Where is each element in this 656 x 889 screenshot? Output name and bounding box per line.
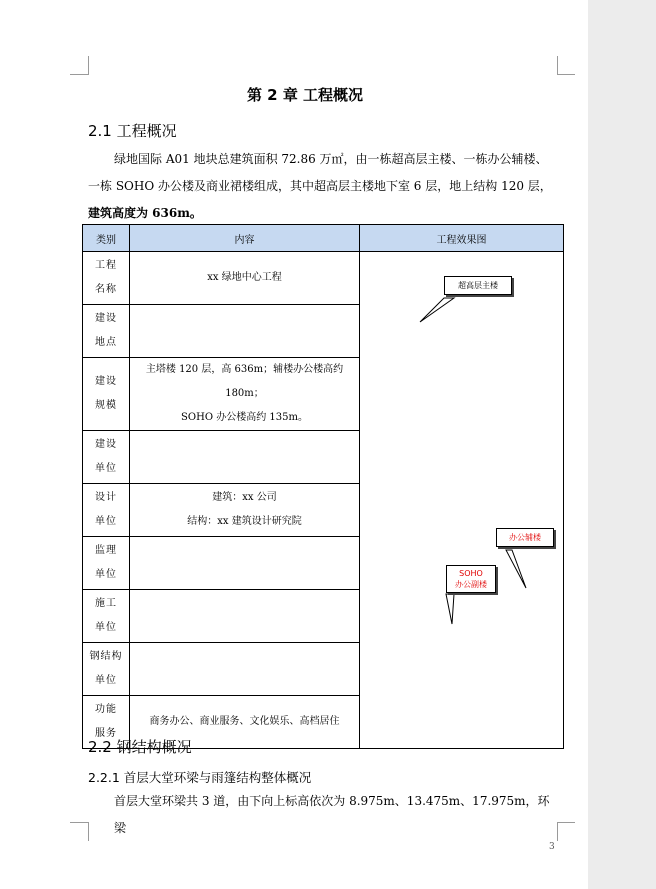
header-category: 类别 bbox=[83, 225, 130, 252]
row-content bbox=[130, 643, 360, 696]
row-content bbox=[130, 537, 360, 590]
project-info-table bbox=[82, 224, 564, 749]
row-content: 商务办公、商业服务、文化娱乐、高档居住 bbox=[130, 696, 360, 749]
intro-line-2: 一栋 SOHO 办公楼及商业裙楼组成，其中超高层主楼地下室 6 层，地上结构 120 层， bbox=[88, 179, 552, 193]
row-content bbox=[130, 590, 360, 643]
row-content: xx 绿地中心工程 bbox=[130, 252, 360, 305]
chapter-title: 第 2 章 工程概况 bbox=[246, 86, 364, 104]
intro-line-1: 绿地国际 A01 地块总建筑面积 72.86 万㎡，由一栋超高层主楼、一栋办公辅楼、 bbox=[114, 152, 548, 166]
header-rendering: 工程效果图 bbox=[360, 225, 564, 252]
row-category: 钢结构 单位 bbox=[83, 643, 130, 696]
intro-paragraph bbox=[88, 146, 556, 227]
callout-pointers bbox=[360, 252, 564, 726]
row-content: 建筑：xx 公司 结构：xx 建筑设计研究院 bbox=[130, 484, 360, 537]
section-title-steel-structure: 2.2 钢结构概况 bbox=[88, 738, 192, 756]
row-category: 施工 单位 bbox=[83, 590, 130, 643]
row-category: 监理 单位 bbox=[83, 537, 130, 590]
table-header-row bbox=[83, 225, 564, 252]
row-category: 建设 单位 bbox=[83, 431, 130, 484]
page-number: 3 bbox=[549, 842, 555, 852]
callout-main-tower: 超高层主楼 bbox=[444, 276, 512, 295]
callout-office-annex: 办公辅楼 bbox=[496, 528, 554, 547]
row-category: 建设 地点 bbox=[83, 305, 130, 358]
row-content bbox=[130, 431, 360, 484]
row-category: 设计 单位 bbox=[83, 484, 130, 537]
row-category: 功能 服务 bbox=[83, 696, 130, 749]
subsection-title-lobby-ring-beam: 2.2.1 首层大堂环梁与雨篷结构整体概况 bbox=[88, 770, 312, 785]
row-content bbox=[130, 305, 360, 358]
row-category: 工程 名称 bbox=[83, 252, 130, 305]
row-category: 建设 规模 bbox=[83, 358, 130, 431]
lobby-paragraph: 首层大堂环梁共 3 道，由下向上标高依次为 8.975m、13.475m、17.975m，环梁 bbox=[114, 794, 550, 835]
header-content: 内容 bbox=[130, 225, 360, 252]
intro-line-3: 建筑高度为 636m。 bbox=[88, 206, 202, 220]
window-scrollbar[interactable] bbox=[588, 0, 656, 889]
callout-soho: SOHO 办公副楼 bbox=[446, 565, 496, 593]
section-title-project-overview: 2.1 工程概况 bbox=[88, 122, 177, 140]
table-row bbox=[83, 252, 564, 305]
rendering-cell bbox=[360, 252, 564, 749]
row-content: 主塔楼 120 层，高 636m；辅楼办公楼高约 180m； SOHO 办公楼高约 135m。 bbox=[130, 358, 360, 431]
